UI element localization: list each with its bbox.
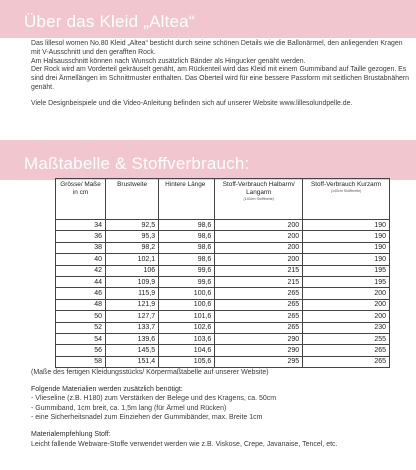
table-cell: 100,6 [159,288,215,299]
intro-text [31,40,411,109]
footer-text [31,368,411,449]
table-cell: 36 [56,231,106,242]
table-cell: 56 [56,345,106,356]
table-cell: 200 [215,231,303,242]
table-cell: 115,9 [106,288,159,299]
table-cell: 145,5 [106,345,159,356]
table-cell: 190 [303,220,390,231]
table-cell: 265 [303,345,390,356]
table-cell: 290 [215,333,303,344]
table-cell: 195 [303,265,390,276]
table-cell: 103,6 [159,333,215,344]
table-cell: 295 [215,356,303,367]
table-cell: 40 [56,254,106,265]
table-row [56,242,390,253]
table-cell: 106 [106,265,159,276]
table-cell: 46 [56,288,106,299]
table-cell: 98,2 [106,242,159,253]
table-cell: 265 [215,322,303,333]
table-cell: 102,1 [106,254,159,265]
table-cell: 190 [303,254,390,265]
table-cell: 139,6 [106,333,159,344]
table-cell: 100,6 [159,299,215,310]
table-row [56,220,390,231]
table-cell: 215 [215,265,303,276]
table-cell: 190 [303,231,390,242]
table-row [56,322,390,333]
header-fabric-long [215,179,303,220]
materials-item: - eine Sicherheitsnadel zum Einziehen der Gummibänder, max. Breite 1cm [31,414,263,422]
website-paragraph: Viele Designbeispiele und die Video-Anleitung befinden sich auf unserer Website www.lillesolundpelle.de. [31,99,353,107]
table-cell: 42 [56,265,106,276]
table-cell: 44 [56,276,106,287]
table-cell: 200 [215,242,303,253]
table-cell: 48 [56,299,106,310]
table-row [56,265,390,276]
table-row [56,288,390,299]
section-title-size-table: Maßtabelle & Stoffverbrauch: [24,154,250,173]
table-header-row [56,179,390,220]
table-cell: 190 [303,242,390,253]
table-cell: 121,9 [106,299,159,310]
table-cell: 34 [56,220,106,231]
table-cell: 230 [303,322,390,333]
table-row [56,254,390,265]
section-banner-size-table [0,140,416,180]
table-cell: 215 [215,276,303,287]
table-cell: 98,6 [159,242,215,253]
table-cell: 200 [303,311,390,322]
header-back-length: Hintere Länge [159,179,215,220]
table-cell: 200 [303,288,390,299]
header-size: Grösse/ Maße in cm [56,179,106,220]
header-fabric-short-label: Stoff-Verbrauch Kurzarm [310,181,382,188]
table-cell: 265 [215,288,303,299]
fabric-recommendation: Leicht fallende Webware-Stoffe verwendet werden wie z.B. Viskose, Crepe, Javanaise, Tencel, etc. [31,440,338,448]
table-cell: 98,6 [159,254,215,265]
section-title-about: Über das Kleid „Altea“ [24,12,195,31]
intro-paragraph: Das lillesol women No.80 Kleid „Altea“ besticht durch seine schönen Details wie die Ballonärmel, den anliegenden Kragen mit V-Ausschnitt und den gerafften Rock. [31,40,403,56]
table-cell: 290 [215,345,303,356]
materials-heading: Folgende Materialien werden zusätzlich benötigt: [31,385,183,393]
table-cell: 99,6 [159,265,215,276]
table-cell: 98,6 [159,220,215,231]
table-cell: 195 [303,276,390,287]
materials-item: - Vlieseline (z.B. H180) zum Verstärken der Belege und des Kragens, ca. 50cm [31,395,277,403]
table-row [56,311,390,322]
table-cell: 50 [56,311,106,322]
table-cell: 102,6 [159,322,215,333]
table-cell: 58 [56,356,106,367]
table-cell: 265 [303,356,390,367]
intro-paragraph: Am Halsausschnitt können nach Wunsch zusätzlich Bänder als Hingucker genäht werden. [31,57,306,65]
table-cell: 101,6 [159,311,215,322]
table-body [56,220,390,368]
section-banner-about [0,0,416,38]
materials-item: - Gummiband, 1cm breit, ca. 1,5m lang (für Ärmel und Rücken) [31,404,227,412]
table-cell: 92,5 [106,220,159,231]
table-cell: 127,7 [106,311,159,322]
header-bust: Brustweite [106,179,159,220]
table-row [56,231,390,242]
table-row [56,299,390,310]
table-cell: 255 [303,333,390,344]
table-cell: 54 [56,333,106,344]
header-fabric-short [303,179,390,220]
table-cell: 265 [215,311,303,322]
table-row [56,345,390,356]
table-row [56,356,390,367]
table-cell: 200 [215,220,303,231]
header-fabric-long-label: Stoff-Verbrauch Halbarm/ Langarm [222,181,295,196]
header-fabric-short-note: (140cm Stoffbreite) [330,189,362,193]
table-cell: 151,4 [106,356,159,367]
table-cell: 109,9 [106,276,159,287]
size-table [55,178,390,368]
table-cell: 38 [56,242,106,253]
table-cell: 133,7 [106,322,159,333]
table-cell: 99,6 [159,276,215,287]
table-cell: 98,6 [159,231,215,242]
measurements-note: (Maße des fertigen Kleidungsstücks/ Körpermaßtabelle auf unserer Website) [31,369,269,376]
table-cell: 105,6 [159,356,215,367]
table-row [56,276,390,287]
table-cell: 200 [303,299,390,310]
table-row [56,333,390,344]
intro-paragraph: Der Rock wird am Vorderteil gekräuselt genäht, am Rückenteil wird das Kleid mit einem Gummiband auf Taille gezogen. Es sind drei Ärmellängen im Schnittmuster enthalten. Das Oberteil wird für eine bessere Passform mit seitlichen Brustabnähern genäht. [31,66,410,91]
table-cell: 265 [215,299,303,310]
table-cell: 200 [215,254,303,265]
table-cell: 104,6 [159,345,215,356]
table-cell: 52 [56,322,106,333]
fabric-heading: Materialempfehlung Stoff: [31,430,111,438]
table-cell: 95,3 [106,231,159,242]
header-fabric-long-note: (140cm Stoffbreite) [243,197,274,201]
